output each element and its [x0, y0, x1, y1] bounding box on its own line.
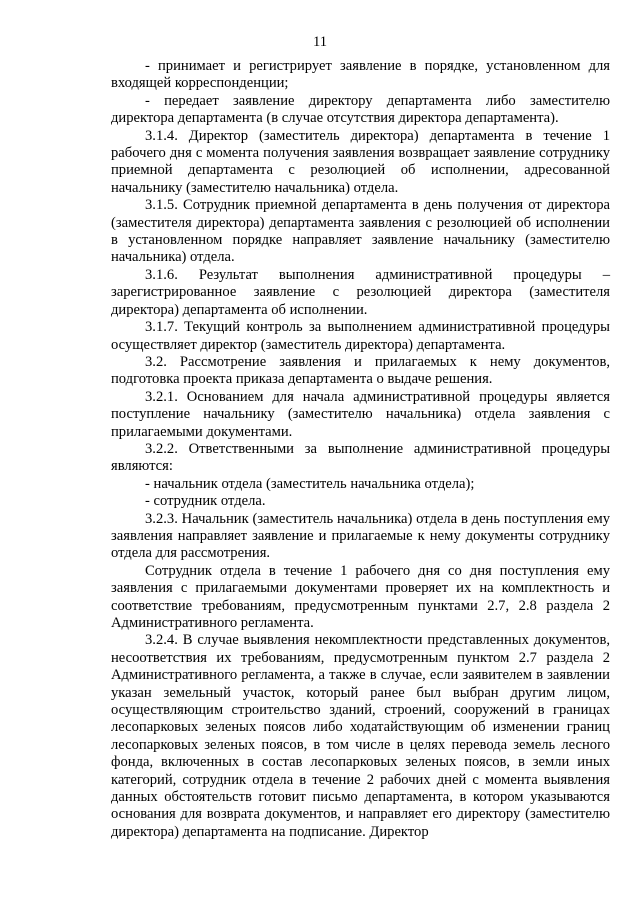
paragraph: 3.1.5. Сотрудник приемной департамента в день получения от директора (заместителя директора) департамента заявления с резолюцией об исполнении в установленном порядке направляет заявление начальнику (заместителю начальника) отдела.: [111, 197, 610, 266]
paragraph: - начальник отдела (заместитель начальника отдела);: [145, 475, 475, 492]
paragraph: - сотрудник отдела.: [145, 493, 266, 510]
paragraph: 3.2. Рассмотрение заявления и прилагаемых к нему документов, подготовка проекта приказа департамента о выдаче решения.: [111, 353, 610, 388]
paragraph: 3.1.7. Текущий контроль за выполнением административной процедуры осуществляет директор (заместитель директора) департамента.: [111, 319, 610, 353]
paragraph: 3.1.4. Директор (заместитель директора) департамента в течение 1 рабочего дня с момента получения заявления возвращает заявление сотруднику приемной департамента с резолюцией об исполнении, адресованной начальнику (заместителю начальника) отдела.: [111, 127, 610, 196]
paragraph: 3.2.1. Основанием для начала административной процедуры является поступление начальнику (заместителю начальника) отдела заявления с прилагаемыми документами.: [111, 388, 610, 440]
paragraph: - передает заявление директору департамента либо заместителю директора департамента (в случае отсутствия директора департамента).: [111, 92, 610, 127]
page-number: 11: [312, 34, 328, 50]
paragraph: Сотрудник отдела в течение 1 рабочего дня со дня поступления ему заявления с прилагаемыми документами проверяет их на комплектность и соответствие требованиям, предусмотренным пунктами 2.7, 2.8 раздела 2 Административного регламента.: [111, 562, 610, 631]
paragraph: - принимает и регистрирует заявление в порядке, установленном для входящей корреспонденции;: [111, 58, 610, 92]
paragraph: 3.2.4. В случае выявления некомплектности представленных документов, несоответствия их требованиям, предусмотренным пунктом 2.7 раздела 2 Административного регламента, а также в случае, если заявителем в заявлении указан земельный участок, который ранее был выбран другим лицом, осуществляющим строительство зданий, строений, сооружений в границах лесопарковых зеленых поясов либо ходатайствующим об изменении границ лесопарковых зеленых поясов, в том числе в целях перевода земель лесного фонда, включенных в состав лесопарковых зеленых поясов, в земли иных категорий, сотрудник отдела в течение 2 рабочих дней с момента выявления данных обстоятельств готовит письмо департамента, в котором указываются основания для возврата документов, и направляет его директору (заместителю директора) департамента на подписание. Директор: [111, 632, 610, 840]
document-body: [111, 58, 610, 841]
paragraph: 3.2.3. Начальник (заместитель начальника) отдела в день поступления ему заявления направляет заявление и прилагаемые к нему документы сотруднику отдела для рассмотрения.: [111, 510, 610, 562]
paragraph: 3.2.2. Ответственными за выполнение административной процедуры являются:: [111, 440, 610, 475]
paragraph: 3.1.6. Результат выполнения административной процедуры – зарегистрированное заявление с резолюцией директора (заместителя директора) департамента об исполнении.: [111, 266, 610, 318]
